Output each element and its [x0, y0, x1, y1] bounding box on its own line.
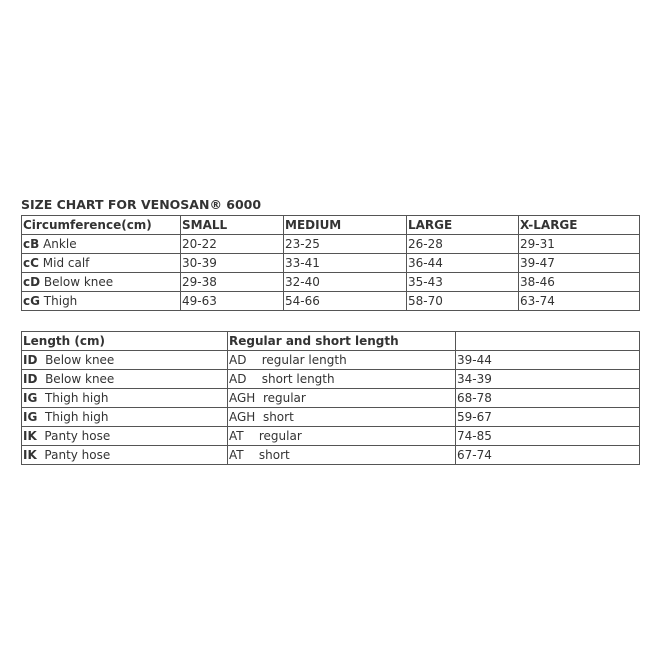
row-code: IK — [23, 447, 37, 462]
row-code: ID — [23, 352, 38, 367]
cell-value: 58-70 — [407, 292, 519, 311]
table-row — [22, 408, 640, 427]
cell-value: 34-39 — [456, 370, 640, 389]
cell-value: 39-47 — [519, 254, 640, 273]
table-row — [22, 273, 640, 292]
row-label — [22, 389, 228, 408]
row-label — [22, 273, 181, 292]
cell-value: 39-44 — [456, 351, 640, 370]
row-code: cD — [23, 274, 41, 289]
header-circumference: Circumference(cm) — [22, 216, 181, 235]
row-code: IG — [23, 390, 38, 405]
row-name: Ankle — [43, 236, 77, 251]
table-row — [22, 370, 640, 389]
row-label — [22, 408, 228, 427]
length-table — [21, 331, 640, 465]
cell-value: 20-22 — [181, 235, 284, 254]
table-row — [22, 446, 640, 465]
cell-value: 38-46 — [519, 273, 640, 292]
cell-value: 30-39 — [181, 254, 284, 273]
row-label — [22, 370, 228, 389]
cell-value: 29-38 — [181, 273, 284, 292]
cell-value: 63-74 — [519, 292, 640, 311]
header-empty — [456, 332, 640, 351]
cell-value: 33-41 — [284, 254, 407, 273]
header-small: SMALL — [181, 216, 284, 235]
row-name: Mid calf — [42, 255, 90, 270]
header-xlarge: X-LARGE — [519, 216, 640, 235]
cell-type: AGH regular — [228, 389, 456, 408]
cell-type: AT short — [228, 446, 456, 465]
row-code: cG — [23, 293, 40, 308]
chart-title: SIZE CHART FOR VENOSAN® 6000 — [21, 197, 262, 212]
header-regular-short: Regular and short length — [228, 332, 456, 351]
cell-value: 32-40 — [284, 273, 407, 292]
table-row — [22, 254, 640, 273]
row-name: Panty hose — [44, 428, 111, 443]
cell-value: 29-31 — [519, 235, 640, 254]
row-label — [22, 235, 181, 254]
circumference-table — [21, 215, 640, 311]
cell-value: 35-43 — [407, 273, 519, 292]
row-code: cB — [23, 236, 40, 251]
cell-value: 74-85 — [456, 427, 640, 446]
row-code: IK — [23, 428, 37, 443]
cell-value: 23-25 — [284, 235, 407, 254]
row-label — [22, 292, 181, 311]
table-row — [22, 427, 640, 446]
row-name: Below knee — [45, 371, 115, 386]
row-name: Thigh — [43, 293, 78, 308]
row-label — [22, 254, 181, 273]
header-large: LARGE — [407, 216, 519, 235]
row-code: IG — [23, 409, 38, 424]
cell-value: 67-74 — [456, 446, 640, 465]
cell-type: AD short length — [228, 370, 456, 389]
length-header-row — [22, 332, 640, 351]
row-name: Panty hose — [44, 447, 111, 462]
header-length: Length (cm) — [22, 332, 228, 351]
cell-value: 54-66 — [284, 292, 407, 311]
table-row — [22, 292, 640, 311]
row-name: Thigh high — [44, 409, 109, 424]
cell-value: 26-28 — [407, 235, 519, 254]
row-name: Thigh high — [44, 390, 109, 405]
row-label — [22, 351, 228, 370]
cell-value: 49-63 — [181, 292, 284, 311]
row-code: ID — [23, 371, 38, 386]
cell-value: 59-67 — [456, 408, 640, 427]
table-row — [22, 389, 640, 408]
row-label — [22, 427, 228, 446]
cell-type: AGH short — [228, 408, 456, 427]
header-medium: MEDIUM — [284, 216, 407, 235]
cell-type: AD regular length — [228, 351, 456, 370]
cell-type: AT regular — [228, 427, 456, 446]
cell-value: 68-78 — [456, 389, 640, 408]
table-row — [22, 235, 640, 254]
row-label — [22, 446, 228, 465]
table-row — [22, 351, 640, 370]
row-name: Below knee — [43, 274, 114, 289]
row-name: Below knee — [45, 352, 115, 367]
row-code: cC — [23, 255, 39, 270]
circumference-header-row — [22, 216, 640, 235]
cell-value: 36-44 — [407, 254, 519, 273]
